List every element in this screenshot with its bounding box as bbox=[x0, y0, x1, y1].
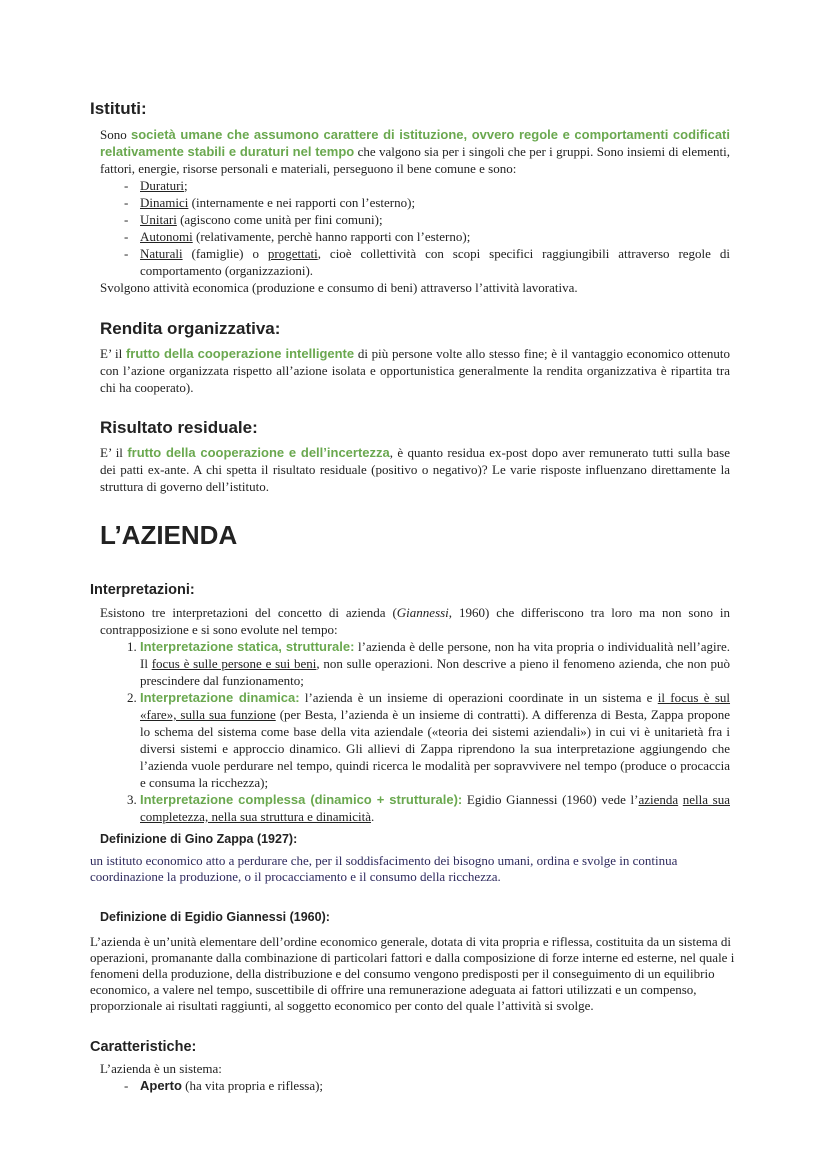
caratteristiche-list bbox=[100, 1077, 730, 1094]
text-run: E’ il bbox=[100, 346, 126, 361]
text-run: l’azienda è un insieme di operazioni coordinate in un sistema e bbox=[299, 690, 658, 705]
definition-title-zappa: Definizione di Gino Zappa (1927): bbox=[100, 832, 298, 846]
text-run: Esistono tre interpretazioni del concetto di azienda ( bbox=[100, 605, 397, 620]
text-run: di più persone volte allo stesso fine; è il vantaggio economico ottenuto con l’azione organizzata rispetto all’azione isolata e opportunistica generalmente la rendita organizzativa è ripartita tra chi ha cooperato). bbox=[100, 346, 731, 395]
istituti-list bbox=[100, 177, 730, 279]
highlight-text: società umane che assumono carattere di istituzione, ovvero regole e comportamenti codificati relativamente stabili e duraturi nel tempo bbox=[100, 127, 730, 159]
section-body-caratteristiche bbox=[100, 1060, 730, 1094]
highlight-text: frutto della cooperazione intelligente bbox=[125, 346, 355, 361]
section-title-interpretazioni: Interpretazioni: bbox=[90, 582, 195, 598]
text-run: che valgono sia per i singoli che per i gruppi. Sono insiemi di elementi, fattori, energie, risorse personali e materiali, perseguono il bene comune e sono: bbox=[100, 144, 730, 176]
istituti-intro bbox=[100, 126, 730, 177]
underlined-text: nella sua completezza, nella sua struttura e dinamicità bbox=[140, 792, 730, 824]
text-run: , è quanto residua ex-post dopo aver remunerato tutti sulla base dei patti ex-ante. A chi spetta il risultato residuale (positivo o negativo)? Le varie risposte influenzano direttamente la struttura di governo dell’istituto. bbox=[100, 445, 731, 494]
text-run: (per Besta, l’azienda è un insieme di contratti). A differenza di Besta, Zappa propone lo schema del sistema come base della vita aziendale («teoria dei sistemi aziendali») in cui vi è unitarietà fra i diversi sistemi e approccio dinamico. Gli allievi di Zappa riprendono la sua interpretazione aggiungendo che l’azienda vuole perdurare nel tempo, quindi ricerca le modalità per sopravvivere nel tempo (produce o procaccia e consuma la ricchezza); bbox=[140, 707, 730, 790]
istituti-closing: Svolgono attività economica (produzione e consumo di beni) attraverso l’attività lavorativa. bbox=[100, 280, 578, 295]
definition-title-giannessi: Definizione di Egidio Giannessi (1960): bbox=[100, 910, 330, 924]
author-name: Giannessi bbox=[396, 605, 449, 620]
interpretazioni-list bbox=[100, 638, 730, 825]
highlight-text: frutto della cooperazione e dell’incertezza bbox=[127, 445, 390, 460]
underlined-term: Unitari bbox=[140, 212, 177, 227]
text-run: , 1960) che differiscono tra loro ma non sono in contrapposizione e si sono evolute nel tempo: bbox=[100, 605, 730, 637]
section-body-istituti bbox=[100, 126, 730, 296]
caratteristiche-intro: L’azienda è un sistema: bbox=[100, 1061, 222, 1076]
chapter-title-azienda: L’AZIENDA bbox=[100, 520, 238, 550]
underlined-text: focus è sulle persone e sui beni bbox=[151, 656, 317, 671]
text-run: . bbox=[371, 809, 375, 824]
bold-term: Aperto bbox=[140, 1078, 182, 1093]
section-body-rendita bbox=[100, 345, 730, 396]
text-run: E’ il bbox=[100, 445, 128, 460]
section-body-interpretazioni bbox=[100, 604, 730, 825]
list-item bbox=[140, 194, 730, 211]
underlined-term: Dinamici bbox=[140, 195, 189, 210]
list-item bbox=[140, 1077, 730, 1094]
underlined-term: Duraturi bbox=[140, 178, 185, 193]
text-run: Sono bbox=[100, 127, 131, 142]
section-title-istituti: Istituti: bbox=[90, 99, 147, 118]
section-body-risultato bbox=[100, 444, 730, 495]
underlined-term: Naturali bbox=[140, 246, 183, 261]
text-run: l’azienda è delle persone, non ha vita propria o individualità nell’agire. Il bbox=[140, 639, 731, 671]
text-run: (ha vita propria e riflessa); bbox=[181, 1078, 324, 1093]
underlined-text: azienda bbox=[638, 792, 679, 807]
rendita-text bbox=[100, 345, 730, 396]
risultato-text bbox=[100, 444, 730, 495]
text-run: Egidio Giannessi (1960) vede l’ bbox=[462, 792, 639, 807]
section-title-rendita: Rendita organizzativa: bbox=[100, 319, 281, 338]
list-item bbox=[140, 791, 730, 825]
highlight-text: Interpretazione statica, strutturale: bbox=[140, 639, 355, 654]
list-item bbox=[140, 245, 730, 279]
text-run: (famiglie) o bbox=[182, 246, 268, 261]
list-item bbox=[140, 177, 730, 194]
text-run: ; bbox=[184, 178, 188, 193]
text-run: (agiscono come unità per fini comuni); bbox=[176, 212, 383, 227]
definition-text-giannessi: L’azienda è un’unità elementare dell’ordine economico generale, dotata di vita propria e riflessa, costituita da un sistema di operazioni, promanante dalla combinazione di particolari fattori e dalla composizione di forze interne ed esterne, nel quale i fenomeni della produzione, della distribuzione e del consumo vengono predisposti per il conseguimento di un equilibrio economico, a valere nel tempo, suscettibile di offrire una remunerazione adeguata ai fattori utilizzati e un compenso, proporzionale ai risultati raggiunti, al soggetto economico per conto del quale l’attività si svolge. bbox=[90, 934, 735, 1013]
section-title-risultato: Risultato residuale: bbox=[100, 418, 258, 437]
text-run: , cioè collettività con scopi specifici raggiungibili attraverso regole di comportamento (organizzazioni). bbox=[140, 246, 730, 278]
list-item bbox=[140, 689, 730, 791]
list-item bbox=[140, 638, 730, 689]
definition-text-zappa: un istituto economico atto a perdurare che, per il soddisfacimento dei bisogno umani, ordina e svolge in continua coordinazione la produzione, o il procacciamento e il consumo della ricchezza. bbox=[90, 853, 678, 884]
text-run: (relativamente, perchè hanno rapporti con l’esterno); bbox=[192, 229, 471, 244]
text-run: , non sulle operazioni. Non descrive a pieno il fenomeno azienda, che non può prescindere dal funzionamento; bbox=[140, 656, 731, 688]
section-title-caratteristiche: Caratteristiche: bbox=[90, 1039, 197, 1055]
underlined-text: il focus è sul «fare», sulla sua funzione bbox=[140, 690, 731, 722]
list-item bbox=[140, 211, 730, 228]
list-item bbox=[140, 228, 730, 245]
highlight-text: Interpretazione complessa (dinamico + strutturale): bbox=[140, 792, 463, 807]
text-run: (internamente e nei rapporti con l’esterno); bbox=[188, 195, 416, 210]
interpretazioni-intro bbox=[100, 604, 730, 638]
highlight-text: Interpretazione dinamica: bbox=[140, 690, 300, 705]
underlined-term: Autonomi bbox=[140, 229, 193, 244]
underlined-term: progettati bbox=[267, 246, 318, 261]
